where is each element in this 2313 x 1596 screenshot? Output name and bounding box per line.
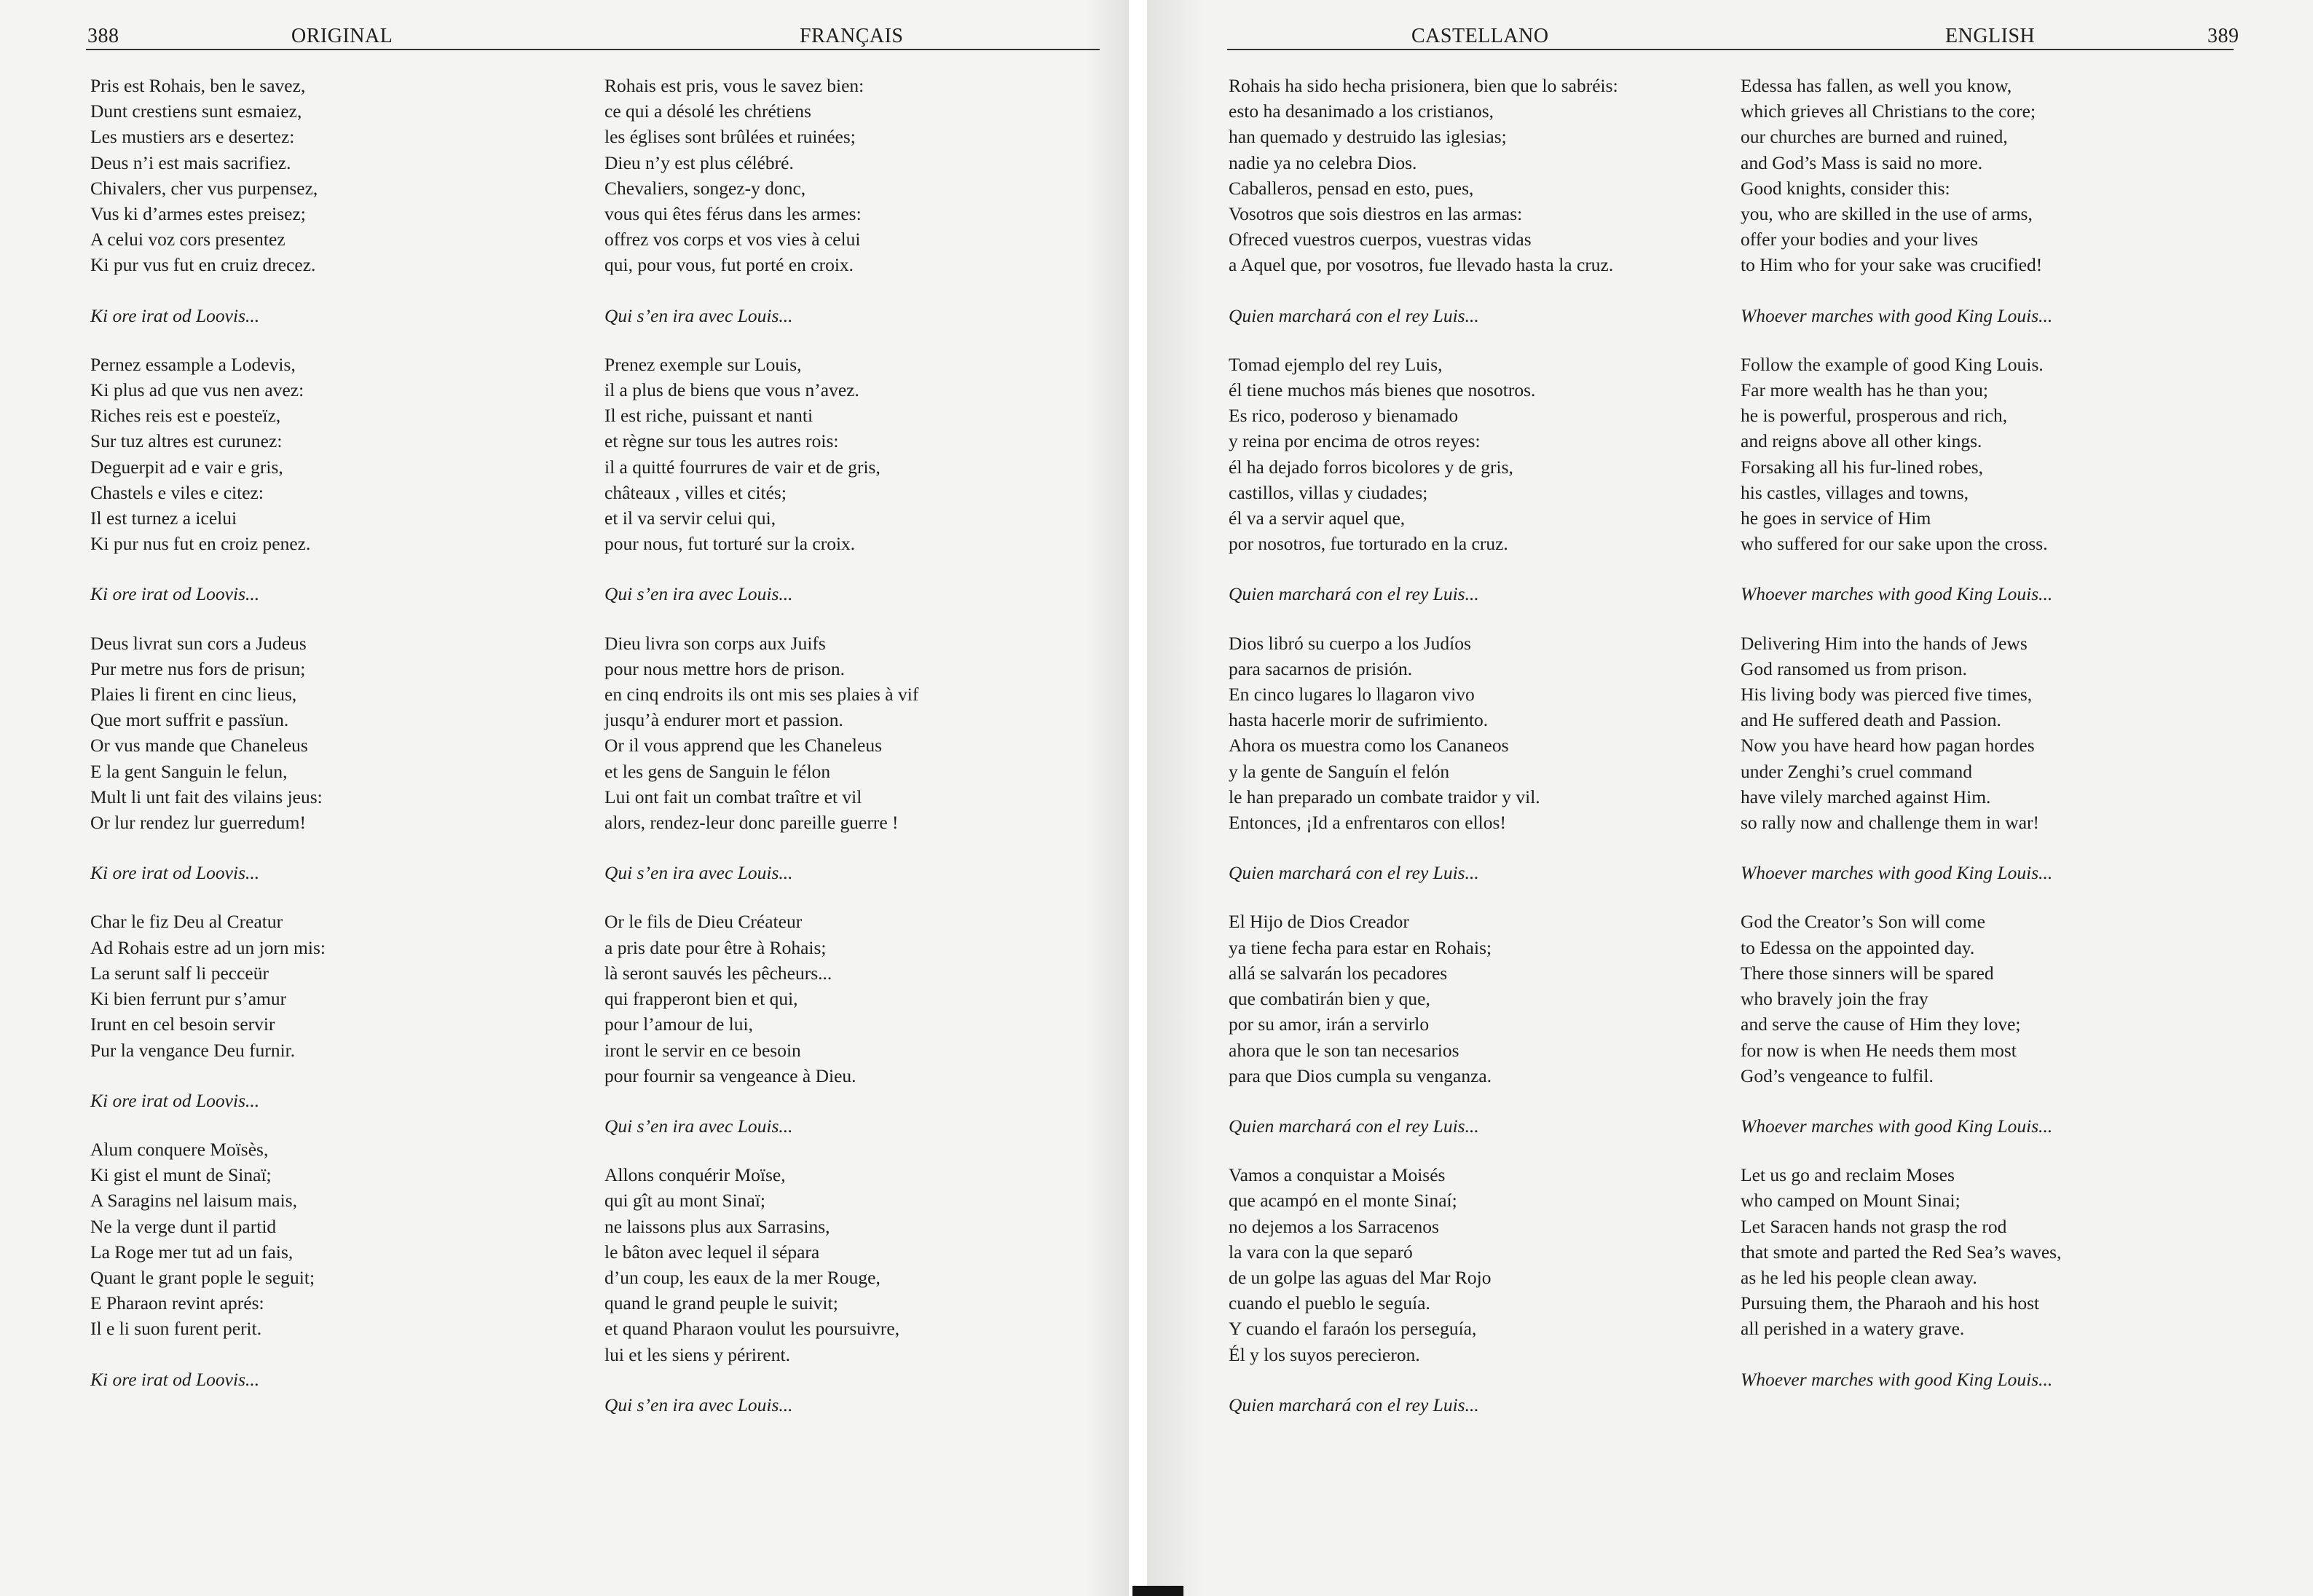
- verse-line: Lui ont fait un combat traître et vil: [604, 786, 862, 807]
- verse-line: y la gente de Sanguín el felón: [1229, 760, 1450, 782]
- verse-line: Dieu n’y est plus célébré.: [604, 151, 794, 173]
- refrain-line: Qui s’en ira avec Louis...: [604, 583, 793, 605]
- verse-line: Él y los suyos perecieron.: [1229, 1343, 1420, 1365]
- verse-line: Ad Rohais estre ad un jorn mis:: [90, 936, 326, 958]
- verse-line: Dunt crestiens sunt esmaiez,: [90, 100, 302, 122]
- stanza: [1741, 909, 2061, 1088]
- page-number-right: 389: [2207, 25, 2239, 47]
- verse-line: Pursuing them, the Pharaoh and his host: [1741, 1292, 2040, 1314]
- verse-line: God ransomed us from prison.: [1741, 657, 1967, 679]
- verse-line: il a quitté fourrures de vair et de gris,: [604, 456, 880, 478]
- verse-line: who bravely join the fray: [1741, 988, 1928, 1010]
- stanza: [1741, 73, 2061, 278]
- verse-line: Ki gist el munt de Sinaï;: [90, 1164, 272, 1186]
- verse-line: Pernez essample a Lodevis,: [90, 353, 296, 375]
- verse-line: cuando el pueblo le seguía.: [1229, 1292, 1430, 1314]
- refrain-line: Quien marchará con el rey Luis...: [1229, 583, 1479, 605]
- verse-line: E Pharaon revint aprés:: [90, 1292, 264, 1314]
- stanza: [1229, 1162, 1618, 1367]
- verse-line: Deguerpit ad e vair e gris,: [90, 456, 283, 478]
- verse-line: Follow the example of good King Louis.: [1741, 353, 2044, 375]
- verse-line: he goes in service of Him: [1741, 507, 1931, 529]
- verse-line: God’s vengeance to fulfil.: [1741, 1064, 1934, 1086]
- verse-line: for now is when He needs them most: [1741, 1039, 2017, 1061]
- verse-line: you, who are skilled in the use of arms,: [1741, 203, 2033, 225]
- verse-line: Caballeros, pensad en esto, pues,: [1229, 177, 1474, 199]
- verse-line: all perished in a watery grave.: [1741, 1318, 1965, 1340]
- verse-line: la vara con la que separó: [1229, 1241, 1413, 1263]
- verse-line: Forsaking all his fur-lined robes,: [1741, 456, 1984, 478]
- verse-line: que acampó en el monte Sinaí;: [1229, 1190, 1457, 1212]
- verse-line: vous qui êtes férus dans les armes:: [604, 203, 862, 225]
- stanza: [1229, 909, 1618, 1088]
- verse-line: Ki pur nus fut en croiz penez.: [90, 533, 311, 555]
- verse-line: les églises sont brûlées et ruinées;: [604, 126, 856, 148]
- verse-line: Il est riche, puissant et nanti: [604, 405, 813, 427]
- verse-line: Entonces, ¡Id a enfrentaros con ellos!: [1229, 812, 1506, 834]
- refrain-line: Ki ore irat od Loovis...: [90, 1089, 260, 1111]
- verse-line: Les mustiers ars e desertez:: [90, 126, 295, 148]
- verse-line: castillos, villas y ciudades;: [1229, 481, 1428, 503]
- column-head-francais: FRANÇAIS: [800, 25, 904, 47]
- verse-line: et il va servir celui qui,: [604, 507, 776, 529]
- verse-line: Ki bien ferrunt pur s’amur: [90, 988, 287, 1010]
- verse-line: La Roge mer tut ad un fais,: [90, 1241, 293, 1263]
- verse-line: et règne sur tous les autres rois:: [604, 430, 839, 452]
- verse-line: Pris est Rohais, ben le savez,: [90, 75, 306, 96]
- verse-line: Allons conquérir Moïse,: [604, 1164, 786, 1186]
- verse-line: A celui voz cors presentez: [90, 229, 285, 250]
- verse-line: Deus n’i est mais sacrifiez.: [90, 151, 291, 173]
- verse-line: Or il vous apprend que les Chaneleus: [604, 735, 882, 756]
- verse-line: le han preparado un combate traidor y vil.: [1229, 786, 1540, 807]
- verse-line: Y cuando el faraón los perseguía,: [1229, 1318, 1477, 1340]
- verse-line: Ofreced vuestros cuerpos, vuestras vidas: [1229, 229, 1532, 250]
- verse-line: esto ha desanimado a los cristianos,: [1229, 100, 1494, 122]
- verse-line: God the Creator’s Son will come: [1741, 911, 1985, 933]
- verse-line: a Aquel que, por vosotros, fue llevado hasta la cruz.: [1229, 254, 1614, 276]
- stanza: [90, 352, 326, 557]
- verse-line: y reina por encima de otros reyes:: [1229, 430, 1481, 452]
- verse-line: and serve the cause of Him they love;: [1741, 1014, 2021, 1035]
- verse-line: Pur la vengance Deu furnir.: [90, 1039, 296, 1061]
- verse-line: para que Dios cumpla su venganza.: [1229, 1064, 1492, 1086]
- refrain-line: Whoever marches with good King Louis...: [1741, 1368, 2053, 1390]
- verse-line: para sacarnos de prisión.: [1229, 657, 1413, 679]
- column-english: [1741, 73, 2061, 1415]
- stanza: [1741, 1162, 2061, 1341]
- verse-line: he is powerful, prosperous and rich,: [1741, 405, 2008, 427]
- stanza: [90, 1137, 326, 1342]
- verse-line: Now you have heard how pagan hordes: [1741, 735, 2035, 756]
- right-page: [1147, 0, 2313, 1596]
- refrain-line: Ki ore irat od Loovis...: [90, 862, 260, 884]
- verse-line: Ki plus ad que vus nen avez:: [90, 379, 304, 401]
- verse-line: so rally now and challenge them in war!: [1741, 812, 2039, 834]
- gutter: [1129, 0, 1147, 1596]
- verse-line: and God’s Mass is said no more.: [1741, 151, 1983, 173]
- column-head-castellano: CASTELLANO: [1411, 25, 1549, 47]
- verse-line: E la gent Sanguin le felun,: [90, 760, 288, 782]
- verse-line: Far more wealth has he than you;: [1741, 379, 1988, 401]
- verse-line: There those sinners will be spared: [1741, 962, 1994, 984]
- stanza: [1741, 631, 2061, 836]
- refrain-line: Qui s’en ira avec Louis...: [604, 304, 793, 326]
- verse-line: Vosotros que sois diestros en las armas:: [1229, 203, 1523, 225]
- stanza: [604, 631, 918, 836]
- verse-line: Rohais est pris, vous le savez bien:: [604, 75, 864, 96]
- verse-line: Rohais ha sido hecha prisionera, bien que lo sabréis:: [1229, 75, 1618, 96]
- stanza: [1229, 631, 1618, 836]
- verse-line: who suffered for our sake upon the cross.: [1741, 533, 2048, 555]
- verse-line: as he led his people clean away.: [1741, 1266, 1977, 1288]
- verse-line: Vamos a conquistar a Moisés: [1229, 1164, 1446, 1186]
- verse-line: que combatirán bien y que,: [1229, 988, 1430, 1010]
- column-francais: [604, 73, 918, 1441]
- verse-line: nadie ya no celebra Dios.: [1229, 151, 1417, 173]
- verse-line: en cinq endroits ils ont mis ses plaies à vif: [604, 684, 919, 706]
- verse-line: Or vus mande que Chaneleus: [90, 735, 308, 756]
- spine-shadow: [1085, 0, 1129, 1596]
- left-page: [0, 0, 1129, 1596]
- refrain-line: Qui s’en ira avec Louis...: [604, 1394, 793, 1415]
- verse-line: ya tiene fecha para estar en Rohais;: [1229, 936, 1492, 958]
- verse-line: quand le grand peuple le suivit;: [604, 1292, 838, 1314]
- verse-line: our churches are burned and ruined,: [1741, 126, 2008, 148]
- verse-line: His living body was pierced five times,: [1741, 684, 2033, 706]
- verse-line: por su amor, irán a servirlo: [1229, 1014, 1430, 1035]
- verse-line: Char le fiz Deu al Creatur: [90, 911, 283, 933]
- verse-line: allá se salvarán los pecadores: [1229, 962, 1448, 984]
- verse-line: Deus livrat sun cors a Judeus: [90, 632, 307, 654]
- verse-line: to Him who for your sake was crucified!: [1741, 254, 2043, 276]
- verse-line: Ahora os muestra como los Cananeos: [1229, 735, 1509, 756]
- verse-line: él ha dejado forros bicolores y de gris,: [1229, 456, 1513, 478]
- verse-line: châteaux , villes et cités;: [604, 481, 787, 503]
- verse-line: Ki pur vus fut en cruiz drecez.: [90, 254, 316, 276]
- verse-line: Let Saracen hands not grasp the rod: [1741, 1215, 2007, 1237]
- verse-line: Il est turnez a icelui: [90, 507, 237, 529]
- verse-line: Que mort suffrit e passïun.: [90, 709, 289, 731]
- verse-line: d’un coup, les eaux de la mer Rouge,: [604, 1266, 880, 1288]
- column-original: [90, 73, 326, 1415]
- stanza: [90, 631, 326, 836]
- stanza: [604, 73, 918, 278]
- verse-line: have vilely marched against Him.: [1741, 786, 1991, 807]
- verse-line: which grieves all Christians to the core;: [1741, 100, 2036, 122]
- verse-line: pour nous, fut torturé sur la croix.: [604, 533, 856, 555]
- verse-line: Let us go and reclaim Moses: [1741, 1164, 1955, 1186]
- header-rule-right: [1227, 49, 2234, 50]
- verse-line: Delivering Him into the hands of Jews: [1741, 632, 2028, 654]
- verse-line: Sur tuz altres est curunez:: [90, 430, 283, 452]
- stanza: [1741, 352, 2061, 557]
- verse-line: who camped on Mount Sinai;: [1741, 1190, 1961, 1212]
- verse-line: él tiene muchos más bienes que nosotros.: [1229, 379, 1536, 401]
- refrain-line: Whoever marches with good King Louis...: [1741, 862, 2053, 884]
- verse-line: han quemado y destruido las iglesias;: [1229, 126, 1507, 148]
- verse-line: El Hijo de Dios Creador: [1229, 911, 1409, 933]
- verse-line: La serunt salf li pecceür: [90, 962, 269, 984]
- verse-line: his castles, villages and towns,: [1741, 481, 1969, 503]
- verse-line: qui gît au mont Sinaï;: [604, 1190, 765, 1212]
- verse-line: to Edessa on the appointed day.: [1741, 936, 1975, 958]
- verse-line: Tomad ejemplo del rey Luis,: [1229, 353, 1443, 375]
- column-head-original: ORIGINAL: [291, 25, 393, 47]
- verse-line: Good knights, consider this:: [1741, 177, 1950, 199]
- verse-line: Ne la verge dunt il partid: [90, 1215, 277, 1237]
- verse-line: Or le fils de Dieu Créateur: [604, 911, 803, 933]
- refrain-line: Ki ore irat od Loovis...: [90, 304, 260, 326]
- verse-line: Dios libró su cuerpo a los Judíos: [1229, 632, 1471, 654]
- page-number-left: 388: [87, 25, 119, 47]
- verse-line: Vus ki d’armes estes preisez;: [90, 203, 306, 225]
- verse-line: Chivalers, cher vus purpensez,: [90, 177, 318, 199]
- verse-line: hasta hacerle morir de sufrimiento.: [1229, 709, 1489, 731]
- verse-line: Mult li unt fait des vilains jeus:: [90, 786, 323, 807]
- verse-line: pour nous mettre hors de prison.: [604, 657, 846, 679]
- refrain-line: Quien marchará con el rey Luis...: [1229, 862, 1479, 884]
- refrain-line: Quien marchará con el rey Luis...: [1229, 1394, 1479, 1415]
- verse-line: a pris date pour être à Rohais;: [604, 936, 827, 958]
- refrain-line: Qui s’en ira avec Louis...: [604, 862, 793, 884]
- verse-line: pour l’amour de lui,: [604, 1014, 753, 1035]
- verse-line: qui frapperont bien et qui,: [604, 988, 798, 1010]
- verse-line: iront le servir en ce besoin: [604, 1039, 801, 1061]
- verse-line: A Saragins nel laisum mais,: [90, 1190, 298, 1212]
- verse-line: offer your bodies and your lives: [1741, 229, 1978, 250]
- verse-line: that smote and parted the Red Sea’s waves,: [1741, 1241, 2062, 1263]
- verse-line: Dieu livra son corps aux Juifs: [604, 632, 826, 654]
- verse-line: jusqu’à endurer mort et passion.: [604, 709, 843, 731]
- stanza: [90, 73, 326, 278]
- stanza: [604, 352, 918, 557]
- stanza: [1229, 352, 1618, 557]
- refrain-line: Quien marchará con el rey Luis...: [1229, 304, 1479, 326]
- verse-line: por nosotros, fue torturado en la cruz.: [1229, 533, 1508, 555]
- verse-line: Il e li suon furent perit.: [90, 1318, 262, 1340]
- verse-line: là seront sauvés les pêcheurs...: [604, 962, 832, 984]
- verse-line: alors, rendez-leur donc pareille guerre !: [604, 812, 899, 834]
- stanza: [90, 909, 326, 1062]
- refrain-line: Qui s’en ira avec Louis...: [604, 1115, 793, 1137]
- verse-line: qui, pour vous, fut porté en croix.: [604, 254, 854, 276]
- verse-line: offrez vos corps et vos vies à celui: [604, 229, 861, 250]
- verse-line: Quant le grant pople le seguit;: [90, 1266, 315, 1288]
- verse-line: pour fournir sa vengeance à Dieu.: [604, 1064, 856, 1086]
- verse-line: lui et les siens y périrent.: [604, 1343, 790, 1365]
- verse-line: de un golpe las aguas del Mar Rojo: [1229, 1266, 1492, 1288]
- refrain-line: Whoever marches with good King Louis...: [1741, 583, 2053, 605]
- spine-shadow: [1147, 0, 1205, 1596]
- verse-line: ne laissons plus aux Sarrasins,: [604, 1215, 830, 1237]
- verse-line: En cinco lugares lo llagaron vivo: [1229, 684, 1475, 706]
- column-head-english: ENGLISH: [1945, 25, 2036, 47]
- verse-line: and He suffered death and Passion.: [1741, 709, 2001, 731]
- verse-line: Edessa has fallen, as well you know,: [1741, 75, 2012, 96]
- verse-line: Prenez exemple sur Louis,: [604, 353, 802, 375]
- refrain-line: Quien marchará con el rey Luis...: [1229, 1115, 1479, 1137]
- verse-line: et les gens de Sanguin le félon: [604, 760, 831, 782]
- refrain-line: Ki ore irat od Loovis...: [90, 1368, 260, 1390]
- verse-line: él va a servir aquel que,: [1229, 507, 1406, 529]
- refrain-line: Whoever marches with good King Louis...: [1741, 304, 2053, 326]
- binding-mark: [1132, 1586, 1183, 1596]
- verse-line: no dejemos a los Sarracenos: [1229, 1215, 1439, 1237]
- verse-line: Plaies li firent en cinc lieus,: [90, 684, 297, 706]
- verse-line: Chevaliers, songez-y donc,: [604, 177, 806, 199]
- verse-line: Or lur rendez lur guerredum!: [90, 812, 306, 834]
- verse-line: Alum conquere Moïsès,: [90, 1138, 269, 1160]
- verse-line: et quand Pharaon voulut les poursuivre,: [604, 1318, 900, 1340]
- stanza: [604, 909, 918, 1088]
- header-rule-left: [86, 49, 1100, 50]
- verse-line: Es rico, poderoso y bienamado: [1229, 405, 1459, 427]
- verse-line: il a plus de biens que vous n’avez.: [604, 379, 859, 401]
- refrain-line: Whoever marches with good King Louis...: [1741, 1115, 2053, 1137]
- verse-line: Irunt en cel besoin servir: [90, 1014, 275, 1035]
- verse-line: Chastels e viles e citez:: [90, 481, 264, 503]
- verse-line: Pur metre nus fors de prisun;: [90, 657, 306, 679]
- verse-line: and reigns above all other kings.: [1741, 430, 1982, 452]
- verse-line: under Zenghi’s cruel command: [1741, 760, 1972, 782]
- column-castellano: [1229, 73, 1618, 1441]
- verse-line: ce qui a désolé les chrétiens: [604, 100, 811, 122]
- stanza: [1229, 73, 1618, 278]
- verse-line: ahora que le son tan necesarios: [1229, 1039, 1459, 1061]
- refrain-line: Ki ore irat od Loovis...: [90, 583, 260, 605]
- verse-line: Riches reis est e poesteïz,: [90, 405, 281, 427]
- stanza: [604, 1162, 918, 1367]
- verse-line: le bâton avec lequel il sépara: [604, 1241, 820, 1263]
